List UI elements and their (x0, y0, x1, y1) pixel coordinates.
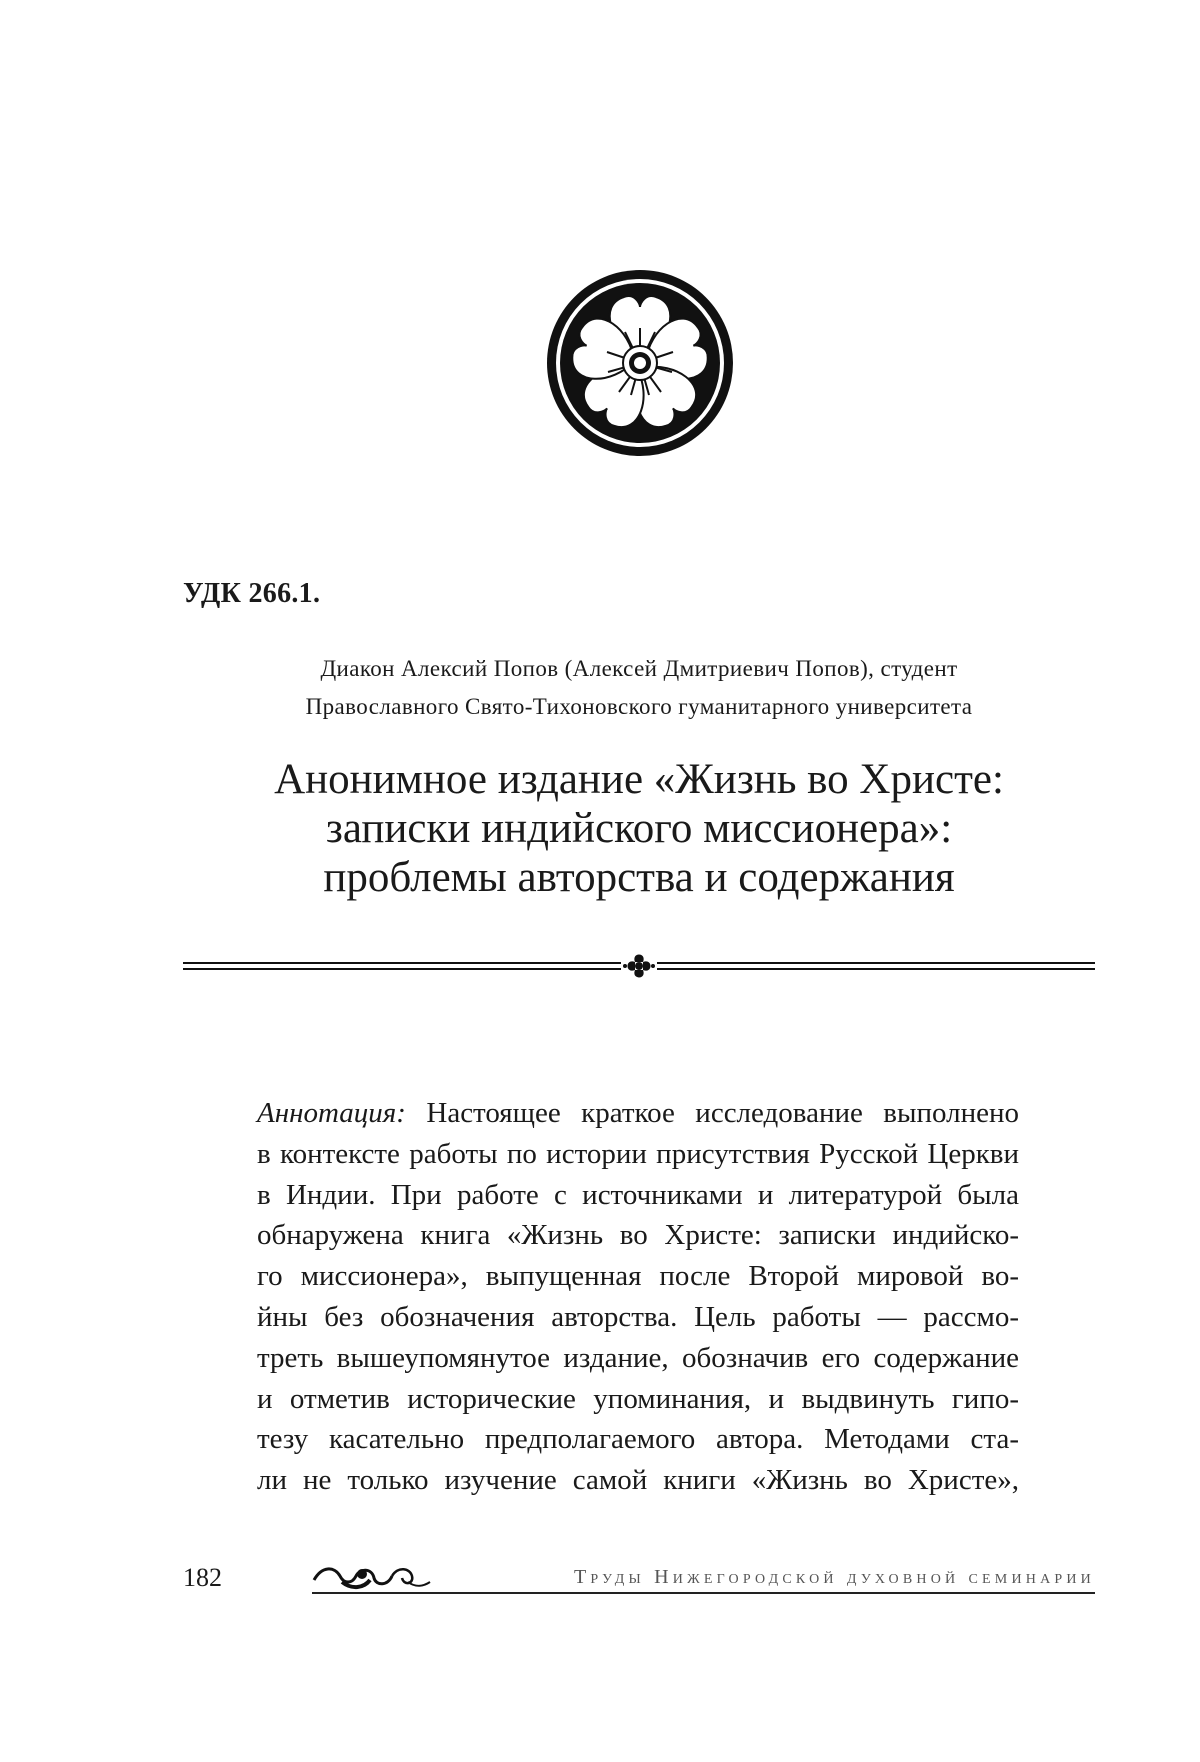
abstract-label: Аннотация: (257, 1097, 406, 1129)
journal-title: Труды Нижегородской духовной семинарии (574, 1566, 1095, 1588)
abstract-line: обнаружена книга «Жизнь во Христе: записки индийско- (257, 1219, 1019, 1252)
abstract-line: го миссионера», выпущенная после Второй мировой во- (257, 1260, 1019, 1293)
footer-rule (312, 1592, 1095, 1594)
abstract-line: в Индии. При работе с источниками и литературой была (257, 1178, 1019, 1211)
abstract-line: ли не только изучение самой книги «Жизнь во Христе», (257, 1464, 1019, 1497)
abstract-text: Настоящее краткое исследование выполнено (426, 1097, 1019, 1129)
title-line: записки индийского миссионера»: (325, 805, 953, 852)
abstract-line: треть вышеупомянутое издание, обозначив его содержание (257, 1341, 1019, 1374)
abstract-line: тезу касательно предполагаемого автора. Методами ста- (257, 1423, 1019, 1456)
scroll-ornament-icon (312, 1560, 432, 1594)
abstract (257, 1093, 1019, 1501)
title-line: Анонимное издание «Жизнь во Христе: (274, 756, 1004, 803)
page-number: 182 (183, 1563, 222, 1592)
author-affiliation: Православного Свято-Тихоновского гуманитарного университета (305, 694, 973, 719)
abstract-line: йны без обозначения авторства. Цель работы — рассмо- (257, 1300, 1019, 1333)
cross-flower-icon (623, 955, 655, 978)
rose-emblem-icon (545, 268, 735, 458)
udk-code: УДК 266.1. (183, 578, 321, 609)
article-title (183, 755, 1095, 902)
ornamental-divider (183, 946, 1095, 986)
abstract-line: в контексте работы по истории присутствия Русской Церкви (257, 1137, 1019, 1170)
author-block (183, 650, 1095, 726)
title-line: проблемы авторства и содержания (323, 854, 955, 901)
author-line: Диакон Алексий Попов (Алексей Дмитриевич Попов), студент (320, 656, 958, 681)
abstract-line (257, 1093, 1019, 1134)
abstract-line: и отметив исторические упоминания, и выдвинуть гипо- (257, 1382, 1019, 1415)
